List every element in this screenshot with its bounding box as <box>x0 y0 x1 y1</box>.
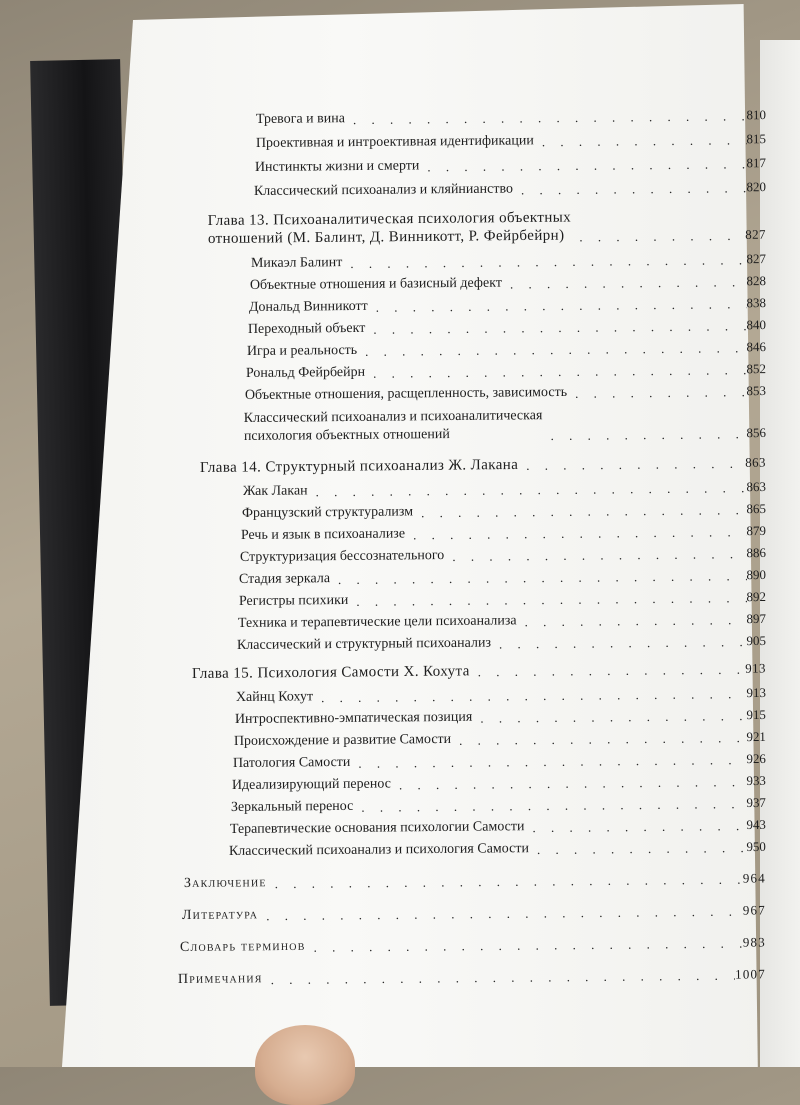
toc-entry <box>245 383 766 404</box>
toc-entry <box>246 361 766 382</box>
toc-entry-title: Переходный объект <box>247 320 366 338</box>
toc-entry-title: Тревога и вина <box>255 111 346 128</box>
toc-entry-title: Игра и реальность <box>246 342 358 360</box>
toc-entry <box>256 107 766 128</box>
toc-entry-title: Инстинкты жизни и смерти <box>254 158 420 176</box>
toc-entry <box>249 295 766 316</box>
toc-entry-page: 913 <box>746 684 766 701</box>
toc-entry-page: 817 <box>746 155 766 171</box>
chapter-title-line1: Глава 13. Психоаналитическая психология объектных <box>207 209 572 230</box>
toc-entry <box>241 523 766 544</box>
toc-entry-page: 897 <box>746 610 766 627</box>
toc-entry-page: 926 <box>746 750 766 767</box>
toc-entry <box>235 707 766 728</box>
toc-entry <box>250 273 766 294</box>
toc-entry-title-line1: Классический психоанализ и психоаналитическая <box>243 408 543 427</box>
toc-entry-page: 913 <box>745 660 766 676</box>
toc-entry-page: 840 <box>746 317 766 333</box>
toc-entry <box>254 179 766 200</box>
toc-entry-title: Стадия зеркала <box>238 571 331 588</box>
toc-entry-title: Терапевтические основания психологии Самости <box>229 819 525 838</box>
toc-entry-title: Классический психоанализ и психология Самости <box>228 841 529 860</box>
toc-entry-title: Происхождение и развитие Самости <box>233 731 452 750</box>
chapter-title-line2: отношений (М. Балинт, Д. Винникотт, Р. Фейрбейрн) <box>207 227 565 248</box>
toc-entry-title: Проективная и интроективная идентификации <box>255 133 534 152</box>
toc-entry <box>242 501 766 522</box>
toc-entry-page: 810 <box>746 107 766 123</box>
toc-entry <box>233 751 766 772</box>
toc-entry-title: Дональд Винникотт <box>248 298 368 316</box>
toc-entry-title: Объектные отношения, расщепленность, зависимость <box>244 384 568 404</box>
toc-entry-title: Патология Самости <box>232 754 351 772</box>
toc-entry-title: Рональд Фейрбейрн <box>245 364 366 382</box>
toc-entry-title: Словарь терминов <box>179 938 306 956</box>
toc-entry-page: 863 <box>746 478 766 495</box>
toc-entry-glossary <box>180 934 766 956</box>
toc-entry-page: 950 <box>746 838 766 855</box>
toc-entry-title: Интроспективно-эмпатическая позиция <box>234 709 473 728</box>
toc-entry <box>240 545 766 566</box>
toc-entry-title: Зеркальный перенос <box>230 798 354 816</box>
toc-entry-page: 820 <box>746 179 766 195</box>
toc-entry-title: Французский структурализм <box>241 504 414 522</box>
toc-entry-title: Классический и структурный психоанализ <box>236 635 492 654</box>
toc-entry <box>231 795 766 816</box>
toc-entry <box>256 131 766 152</box>
toc-entry-title: Идеализирующий перенос <box>231 776 391 794</box>
toc-entry-page: 879 <box>746 522 766 539</box>
toc-entry <box>243 479 766 500</box>
toc-entry-page: 865 <box>746 500 766 517</box>
toc-entry-page: 863 <box>745 454 766 470</box>
toc-entry <box>232 773 766 794</box>
toc-entry-page: 915 <box>746 706 766 723</box>
toc-entry-page: 886 <box>746 544 766 561</box>
toc-entry-page: 828 <box>746 273 766 289</box>
toc-entry-title: Жак Лакан <box>242 483 308 500</box>
toc-entry-title: Примечания <box>177 971 263 988</box>
toc-entry <box>248 317 766 338</box>
toc-entry-page: 943 <box>746 816 766 833</box>
toc-chapter-14 <box>200 455 766 476</box>
toc-entry-title: Литература <box>181 907 259 924</box>
toc-entry-title: Хайнц Кохут <box>235 689 314 706</box>
toc-entry-page: 890 <box>746 566 766 583</box>
thumb <box>255 1025 355 1105</box>
toc-entry <box>239 589 766 610</box>
chapter-title: Глава 15. Психология Самости Х. Кохута <box>191 663 470 682</box>
toc-entry-page: 852 <box>746 361 766 377</box>
toc-entry <box>251 251 766 272</box>
toc-entry-page: 815 <box>746 131 766 147</box>
toc-entry-title: Структуризация бессознательного <box>239 548 445 566</box>
toc-entry <box>234 729 766 750</box>
toc-entry <box>238 611 766 632</box>
toc-entry-title: Речь и язык в психоанализе <box>240 526 406 544</box>
chapter-title: Глава 14. Структурный психоанализ Ж. Лакана <box>199 456 519 476</box>
toc-entry-page: 838 <box>746 295 766 311</box>
toc-entry-page: 892 <box>746 588 766 605</box>
toc-entry-title: Микаэл Балинт <box>250 255 343 272</box>
toc-chapter-15 <box>192 660 766 682</box>
toc-entry <box>255 155 766 176</box>
toc-entry-page: 921 <box>746 728 766 745</box>
toc-entry-page: 983 <box>742 934 766 950</box>
toc-entry-notes <box>178 966 766 988</box>
toc-entry-page: 967 <box>742 902 766 918</box>
toc-entry-page: 937 <box>746 794 766 811</box>
toc-entry-title: Объектные отношения и базисный дефект <box>249 275 502 294</box>
toc-entry-title: Техника и терапевтические цели психоанализа <box>237 613 517 632</box>
toc-entry-page: 853 <box>746 382 766 399</box>
toc-entry-conclusion <box>184 870 766 892</box>
toc-entry-page: 827 <box>745 226 766 242</box>
toc-entry <box>236 685 766 706</box>
toc-entry-page: 856 <box>746 424 766 441</box>
toc-entry <box>244 405 766 446</box>
toc-entry-title: Классический психоанализ и кляйнианство <box>253 181 514 200</box>
toc-entry-page: 933 <box>746 772 766 789</box>
toc-entry <box>229 839 766 860</box>
toc-entry-page: 1007 <box>735 966 766 982</box>
toc-entry-page: 905 <box>746 632 766 649</box>
toc-entry-title: Заключение <box>183 875 267 892</box>
toc-entry-literature <box>182 902 766 924</box>
toc-entry-title: Регистры психики <box>238 592 349 610</box>
toc-entry <box>247 339 766 360</box>
toc-entry-page: 827 <box>746 251 766 267</box>
toc-entry <box>239 567 766 588</box>
toc-chapter-13 <box>208 207 766 248</box>
toc-entry-page: 964 <box>742 870 766 886</box>
toc-entry <box>237 633 766 654</box>
toc-entry-page: 846 <box>746 339 766 355</box>
toc-entry <box>230 817 766 838</box>
toc-entry-title-line2: психология объектных отношений <box>243 427 450 445</box>
